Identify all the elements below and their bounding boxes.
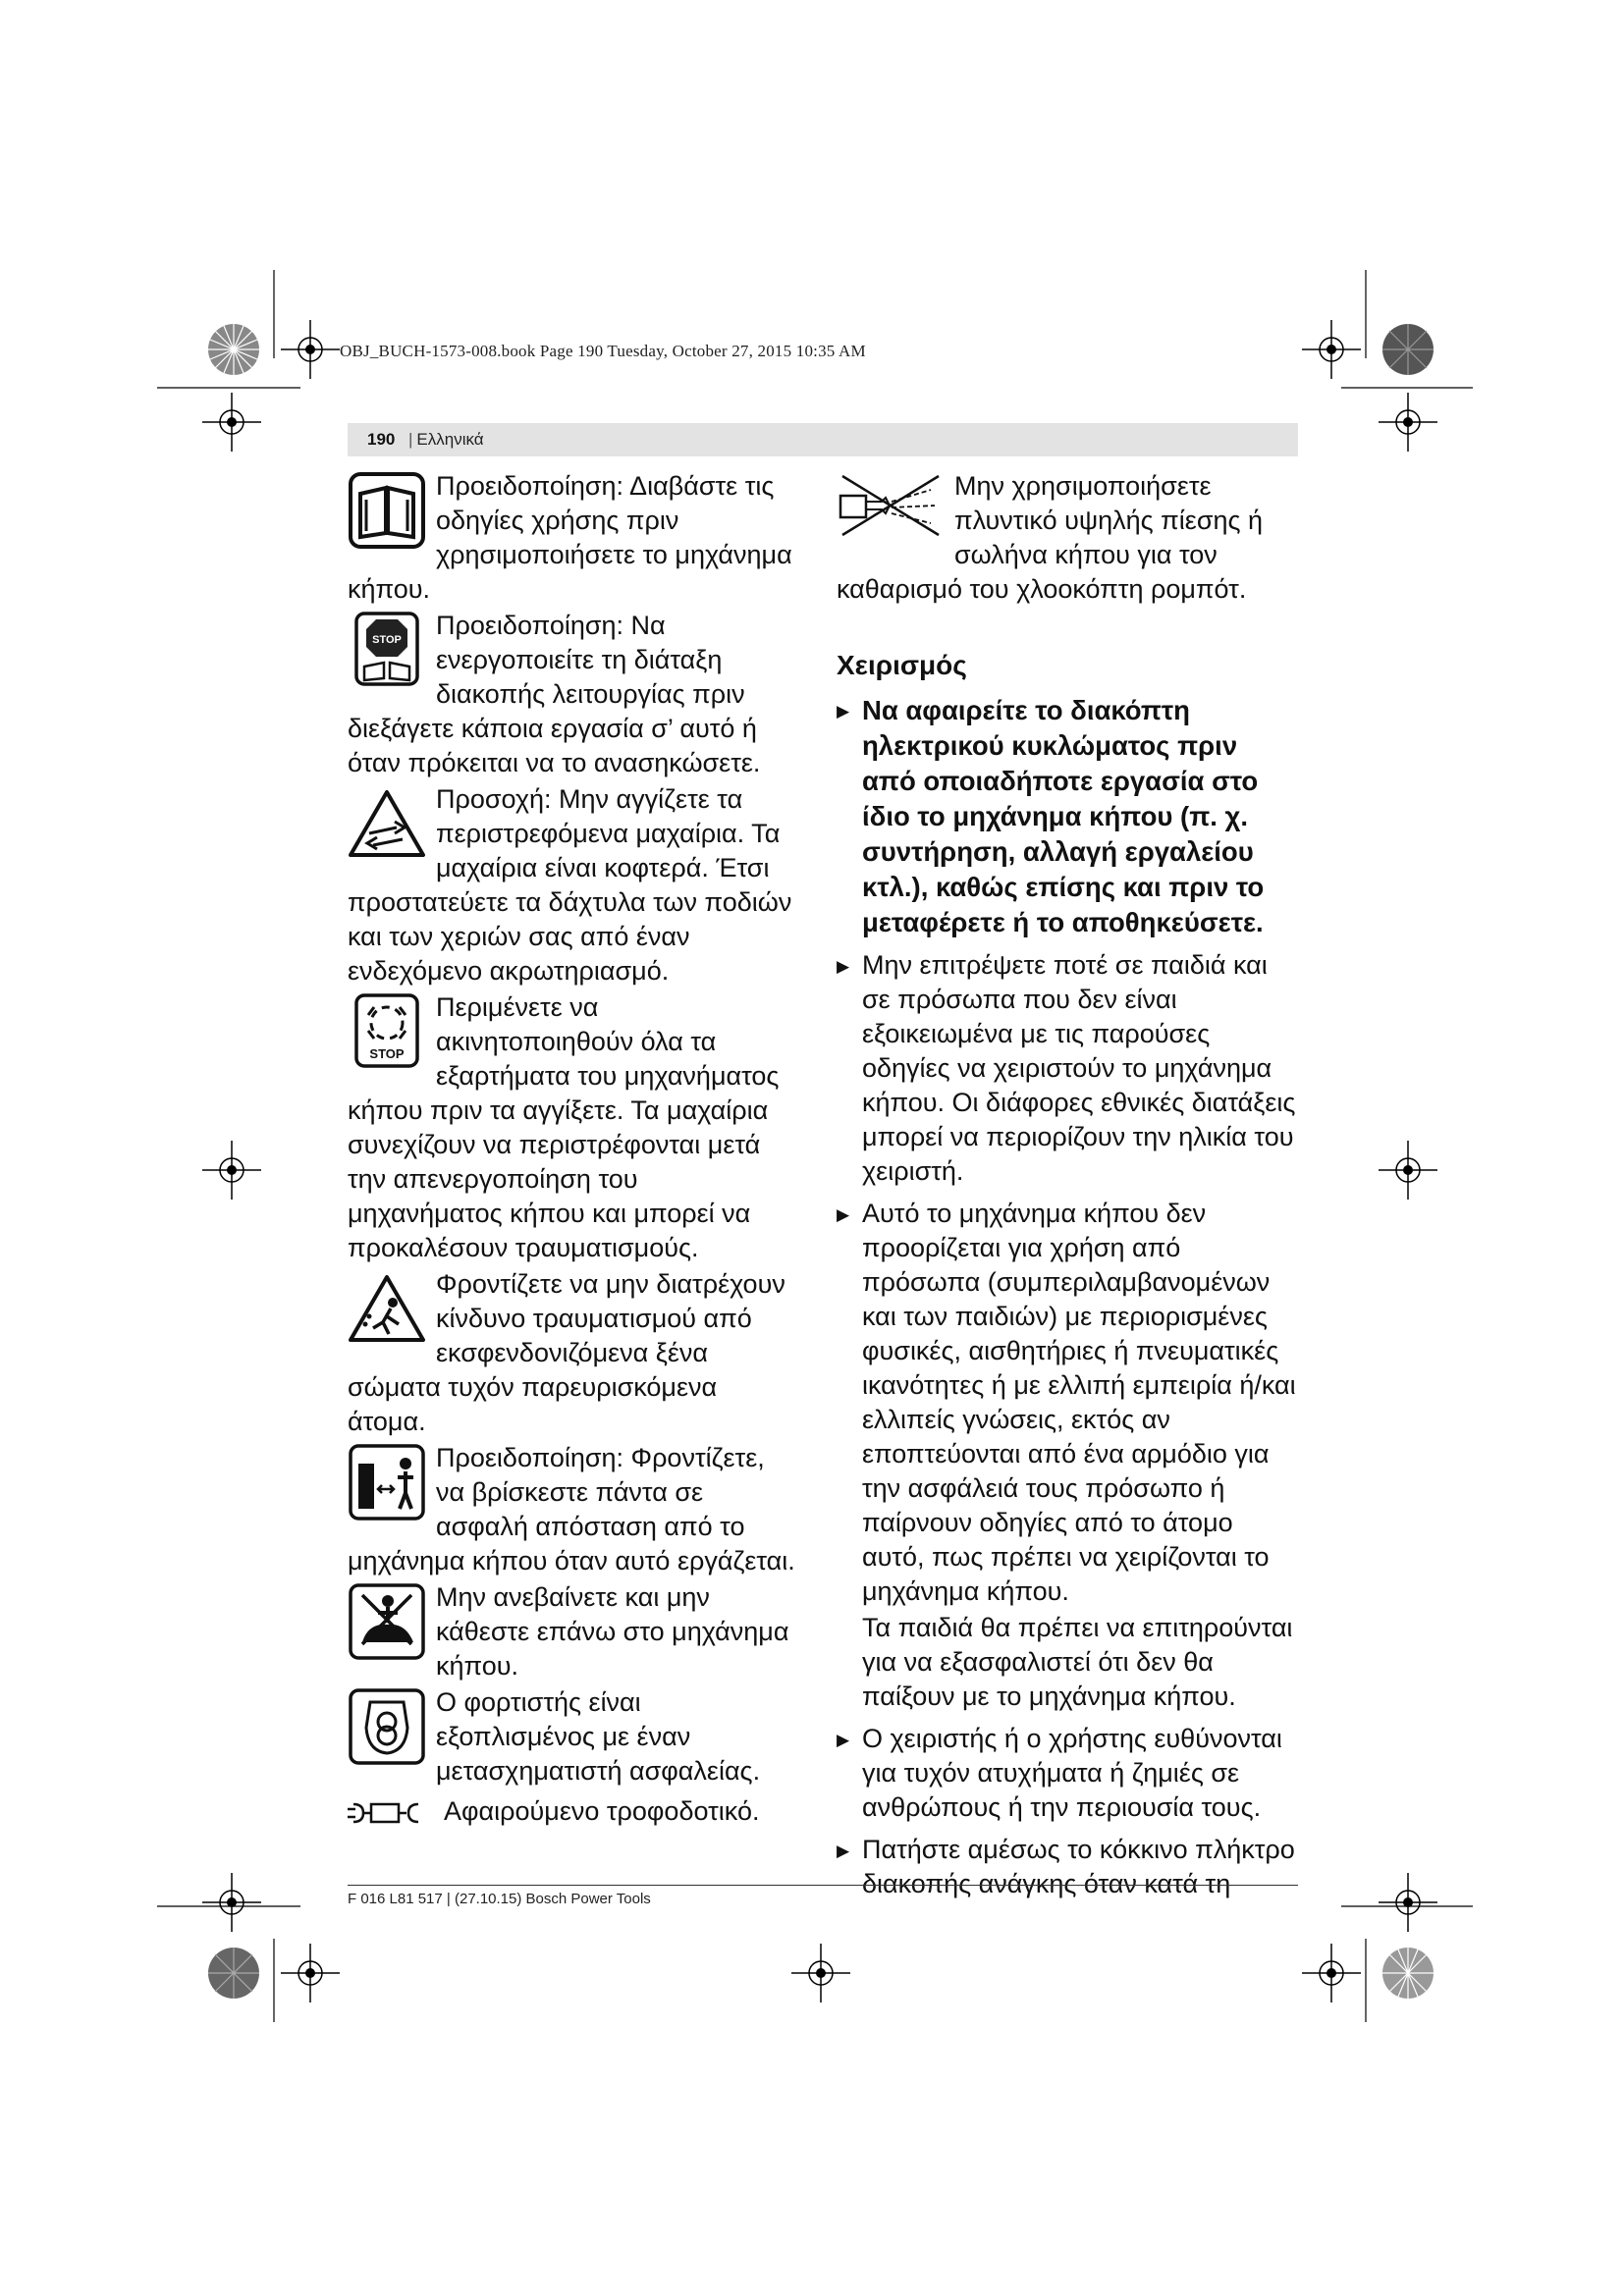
page-header [348, 423, 1298, 456]
safety-symbol-text: Μην ανεβαίνετε και μην κάθεστε επάνω στο μηχάνημα κήπου. [436, 1582, 789, 1681]
bullet-item: ▶ Να αφαιρείτε το διακόπτη ηλεκτρικού κυκλώματος πριν από οποιαδήποτε εργασία στο ίδιο το μηχάνημα κήπου (π. χ. συντήρηση, αλλαγή εργαλείου κτλ.), καθώς επίσης και πριν το μεταφέρετε ή το αποθηκεύσετε. [837, 693, 1298, 940]
children-supervision-note: Τα παιδιά θα πρέπει να επιτηρούνται για να εξασφαλιστεί ότι δεν θα παίξουν με το μηχάνημα κήπου. [862, 1613, 1293, 1711]
safety-symbol-text: Προειδοποίηση: Να ενεργοποιείτε τη διάταξη διακοπής λειτουργίας πριν διεξάγετε κάποια εργασία σ’ αυτό ή όταν πρόκειται να το ανασηκώσετε. [348, 611, 761, 777]
stop-switch-icon [348, 612, 426, 686]
print-slug: OBJ_BUCH-1573-008.book Page 190 Tuesday, October 27, 2015 10:35 AM [340, 342, 866, 360]
safety-symbol-text: Προσοχή: Μην αγγίζετε τα περιστρεφόμενα μαχαίρια. Τα μαχαίρια είναι κοφτερά. Έτσι προστατεύετε τα δάχτυλα των ποδιών και των χεριών σας από έναν ενδεχόμενο ακρωτηριασμό. [348, 784, 792, 986]
safe-distance-icon [348, 1444, 426, 1521]
safety-symbol-text: Προειδοποίηση: Διαβάστε τις οδηγίες χρήσης πριν χρησιμοποιήσετε το μηχάνημα κήπου. [348, 471, 792, 604]
safety-symbol-text: Ο φορτιστής είναι εξοπλισμένος με έναν μετασχηματιστή ασφαλείας. [436, 1687, 761, 1786]
safety-symbol-entry [348, 1267, 799, 1439]
page-number: 190 [367, 430, 396, 449]
section-heading-operation: Χειρισμός [837, 650, 967, 680]
safety-symbol-entry [348, 990, 799, 1265]
svg-text:STOP: STOP [372, 634, 402, 646]
no-pressure-washer-icon [837, 472, 943, 539]
bullet-item: ▶ Μην επιτρέψετε ποτέ σε παιδιά και σε πρόσωπα που δεν είναι εξοικειωμένα με τις παρούσες οδηγίες να χειριστούν το μηχάνημα κήπου. Οι διάφορες εθνικές διατάξεις μπορεί να περιορίζουν την ηλικία του χειριστή. [837, 948, 1298, 1189]
safety-symbol-text: Φροντίζετε να μην διατρέχουν κίνδυνο τραυματισμού από εκσφενδονιζόμενα ξένα σώματα τυχόν παρευρισκόμενα άτομα. [348, 1269, 785, 1436]
footer-document-id: F 016 L81 517 | (27.10.15) Bosch Power Tools [348, 1891, 651, 1907]
safety-symbol-entry [837, 469, 1298, 607]
detachable-plug-icon [348, 1800, 422, 1826]
safety-transformer-icon [348, 1688, 426, 1765]
no-pressure-washer-text: Μην χρησιμοποιήσετε πλυντικό υψηλής πίεσης ή σωλήνα κήπου για τον καθαρισμό του χλοοκόπτη ρομπότ. [837, 471, 1264, 604]
manual-book-icon [348, 472, 426, 549]
left-column [348, 469, 799, 1829]
right-column [837, 469, 1298, 1909]
footer-rule [348, 1885, 1298, 1886]
safety-symbol-entry [348, 609, 799, 780]
safety-symbol-entry [348, 469, 799, 607]
safety-symbol-text: Περιμένετε να ακινητοποιηθούν όλα τα εξαρτήματα του μηχανήματος κήπου πριν τα αγγίξετε. Τα μαχαίρια συνεχίζουν να περιστρέφονται μετά την απενεργοποίηση του μηχανήματος κήπου και μπορεί να προκαλέσουν τραυματισμούς. [348, 992, 780, 1262]
rotating-blades-warning-icon [348, 785, 426, 862]
wait-stop-icon [348, 993, 426, 1068]
detachable-plug-entry [348, 1794, 799, 1829]
bullet-item: ▶ Πατήστε αμέσως το κόκκινο πλήκτρο διακοπής ανάγκης όταν κατά τη [837, 1833, 1298, 1901]
safety-symbol-entry [348, 1441, 799, 1578]
safety-symbol-text: Προειδοποίηση: Φροντίζετε, να βρίσκεστε πάντα σε ασφαλή απόσταση από το μηχάνημα κήπου όταν αυτό εργάζεται. [348, 1443, 795, 1575]
safety-symbol-entry [348, 1685, 799, 1789]
bullet-item: ▶ Ο χειριστής ή ο χρήστης ευθύνονται για τυχόν ατυχήματα ή ζημιές σε ανθρώπους ή την περιουσία τους. [837, 1722, 1298, 1825]
svg-text:STOP: STOP [369, 1046, 405, 1061]
detachable-plug-text: Αφαιρούμενο τροφοδοτικό. [444, 1796, 760, 1826]
no-riding-icon [348, 1583, 426, 1660]
bullet-item: ▶ Αυτό το μηχάνημα κήπου δεν προορίζεται για χρήση από πρόσωπα (συμπεριλαμβανομένων και των παιδιών) με περιορισμένες φυσικές, αισθητήριες ή πνευματικές ικανότητες ή με ελλιπή εμπειρία ή/και ελλιπείς γνώσεις, εκτός αν εποπτεύονται από ένα αρμόδιο για την ασφάλειά τους πρόσωπο ή παίρνουν οδηγίες από το άτομο αυτό, πως πρέπει να χειρίζονται το μηχάνημα κήπου. [837, 1197, 1298, 1609]
safety-symbol-entry [348, 1580, 799, 1683]
safety-symbol-entry [348, 782, 799, 988]
thrown-objects-warning-icon [348, 1270, 426, 1347]
section-name: | Ελληνικά [408, 430, 484, 450]
